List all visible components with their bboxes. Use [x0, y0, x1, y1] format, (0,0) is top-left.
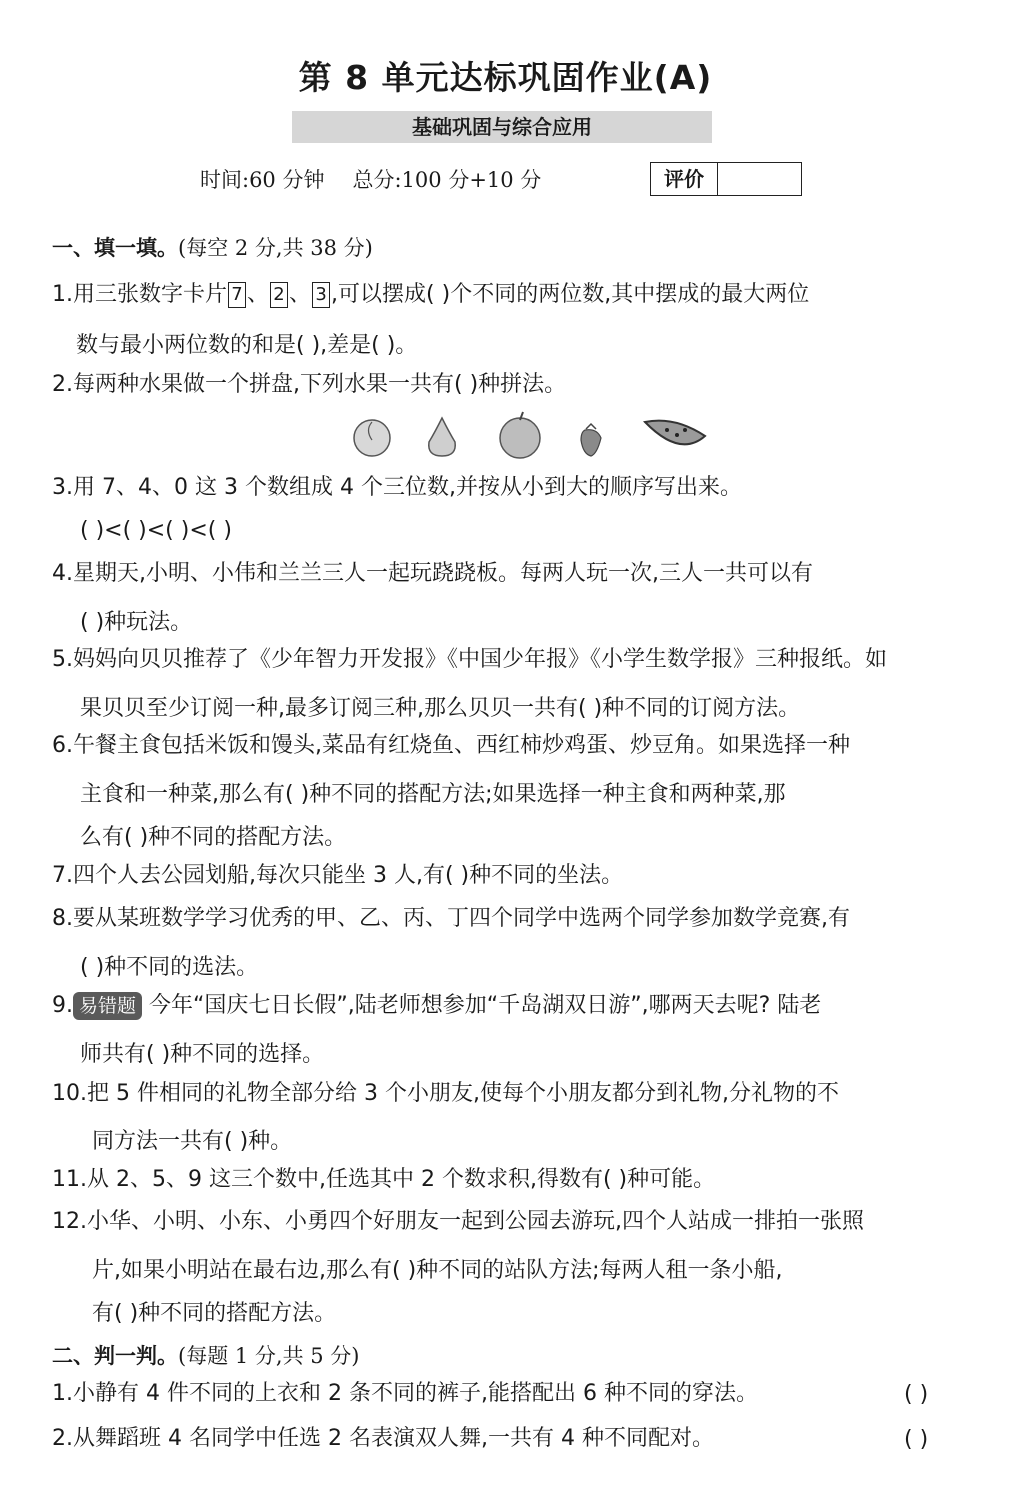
question-1-1-line2: 数与最小两位数的和是( ),差是( )。: [76, 333, 418, 358]
question-number: 1.: [52, 282, 73, 307]
question-text: 从 2、5、9 这三个数中,任选其中 2 个数求积,得数有( )种可能。: [87, 1167, 716, 1192]
question-number: 5.: [52, 647, 73, 672]
digit-card: 2: [270, 282, 288, 308]
question-1-9-line2: 师共有( )种不同的选择。: [80, 1042, 325, 1067]
question-number: 1.: [52, 1381, 73, 1406]
error-prone-badge: 易错题: [73, 992, 142, 1020]
section-2-note: (每题 1 分,共 5 分): [178, 1344, 360, 1368]
evaluation-label: 评价: [651, 163, 718, 195]
question-number: 2.: [52, 372, 73, 397]
question-text: 星期天,小明、小伟和兰兰三人一起玩跷跷板。每两人玩一次,三人一共可以有: [73, 561, 813, 586]
question-1-6-line2: 主食和一种菜,那么有( )种不同的搭配方法;如果选择一种主食和两种菜,那: [80, 782, 786, 807]
question-text: 四个人去公园划船,每次只能坐 3 人,有( )种不同的坐法。: [73, 863, 624, 888]
peach-icon: [354, 420, 390, 456]
page-title: 第 8 单元达标巩固作业(A): [298, 58, 713, 97]
time-limit: 时间:60 分钟: [200, 168, 325, 192]
question-number: 12.: [52, 1209, 87, 1234]
apple-icon: [500, 412, 540, 458]
digit-card: 7: [228, 282, 246, 308]
question-1-6: [52, 724, 987, 768]
question-1-8: [52, 897, 987, 941]
question-1-8-line2: ( )种不同的选法。: [80, 955, 259, 980]
question-text: 午餐主食包括米饭和馒头,菜品有红烧鱼、西红柿炒鸡蛋、炒豆角。如果选择一种: [73, 733, 850, 758]
question-1-5-line2: 果贝贝至少订阅一种,最多订阅三种,那么贝贝一共有( )种不同的订阅方法。: [80, 696, 801, 721]
question-number: 8.: [52, 906, 73, 931]
question-text: 今年“国庆七日长假”,陆老师想参加“千岛湖双日游”,哪两天去呢? 陆老: [149, 993, 822, 1018]
question-number: 2.: [52, 1426, 73, 1451]
question-1-3-line2: ( )<( )<( )<( ): [80, 518, 232, 543]
question-1-10-line2: 同方法一共有( )种。: [92, 1129, 293, 1154]
question-text: 从舞蹈班 4 名同学中任选 2 名表演双人舞,一共有 4 种不同配对。: [73, 1426, 714, 1451]
evaluation-blank[interactable]: [718, 163, 801, 195]
judge-answer-1[interactable]: ( ): [904, 1382, 929, 1407]
digit-card: 3: [312, 282, 330, 308]
question-1-7: [52, 854, 987, 898]
question-1-12-line2: 片,如果小明站在最右边,那么有( )种不同的站队方法;每两人租一条小船,: [92, 1258, 783, 1283]
fruit-illustrations: [345, 410, 725, 460]
question-2-2: [52, 1417, 987, 1461]
question-1-4-line2: ( )种玩法。: [80, 610, 193, 635]
subtitle-bar: 基础巩固与综合应用: [292, 111, 712, 143]
watermelon-icon: [645, 421, 705, 445]
total-score: 总分:100 分+10 分: [352, 168, 542, 192]
question-1-6-line3: 么有( )种不同的搭配方法。: [80, 825, 347, 850]
pear-icon: [429, 418, 455, 456]
question-number: 6.: [52, 733, 73, 758]
question-number: 7.: [52, 863, 73, 888]
question-number: 10.: [52, 1081, 87, 1106]
question-text: 小华、小明、小东、小勇四个好朋友一起到公园去游玩,四个人站成一排拍一张照: [87, 1209, 864, 1234]
question-text: 用 7、4、0 这 3 个数组成 4 个三位数,并按从小到大的顺序写出来。: [73, 475, 742, 500]
section-1-title: 一、填一填。: [52, 236, 178, 260]
question-1-12-line3: 有( )种不同的搭配方法。: [92, 1301, 337, 1326]
question-1-4: [52, 552, 987, 596]
question-text: 妈妈向贝贝推荐了《少年智力开发报》《中国少年报》《小学生数学报》三种报纸。如: [73, 647, 888, 672]
question-1-1: 1.用三张数字卡片 7 、 2 、 3 ,可以摆成( )个不同的两位数,其中摆成的最大两位: [52, 273, 987, 317]
judge-answer-2[interactable]: ( ): [904, 1427, 929, 1452]
question-text: 用三张数字卡片: [73, 282, 228, 307]
question-1-12: [52, 1200, 987, 1244]
question-1-5: [52, 638, 987, 682]
question-number: 9.: [52, 993, 73, 1018]
question-text: 每两种水果做一个拼盘,下列水果一共有( )种拼法。: [73, 372, 567, 397]
question-1-2: [52, 363, 987, 407]
question-1-10: [52, 1072, 987, 1116]
question-number: 3.: [52, 475, 73, 500]
question-text: 小静有 4 件不同的上衣和 2 条不同的裤子,能搭配出 6 种不同的穿法。: [73, 1381, 758, 1406]
section-1-header: [52, 232, 373, 262]
question-2-1: [52, 1372, 987, 1416]
question-text: ,可以摆成( )个不同的两位数,其中摆成的最大两位: [331, 282, 810, 307]
question-text: 要从某班数学学习优秀的甲、乙、丙、丁四个同学中选两个同学参加数学竞赛,有: [73, 906, 850, 931]
section-2-title: 二、判一判。: [52, 1344, 178, 1368]
section-2-header: [52, 1340, 359, 1370]
meta-line: [200, 163, 569, 197]
section-1-note: (每空 2 分,共 38 分): [178, 236, 373, 260]
question-1-11: [52, 1158, 987, 1202]
question-1-3: [52, 466, 987, 510]
question-number: 4.: [52, 561, 73, 586]
question-text: 把 5 件相同的礼物全部分给 3 个小朋友,使每个小朋友都分到礼物,分礼物的不: [87, 1081, 839, 1106]
strawberry-icon: [581, 424, 601, 456]
question-number: 11.: [52, 1167, 87, 1192]
question-1-9: [52, 984, 987, 1028]
evaluation-box[interactable]: [650, 162, 802, 196]
